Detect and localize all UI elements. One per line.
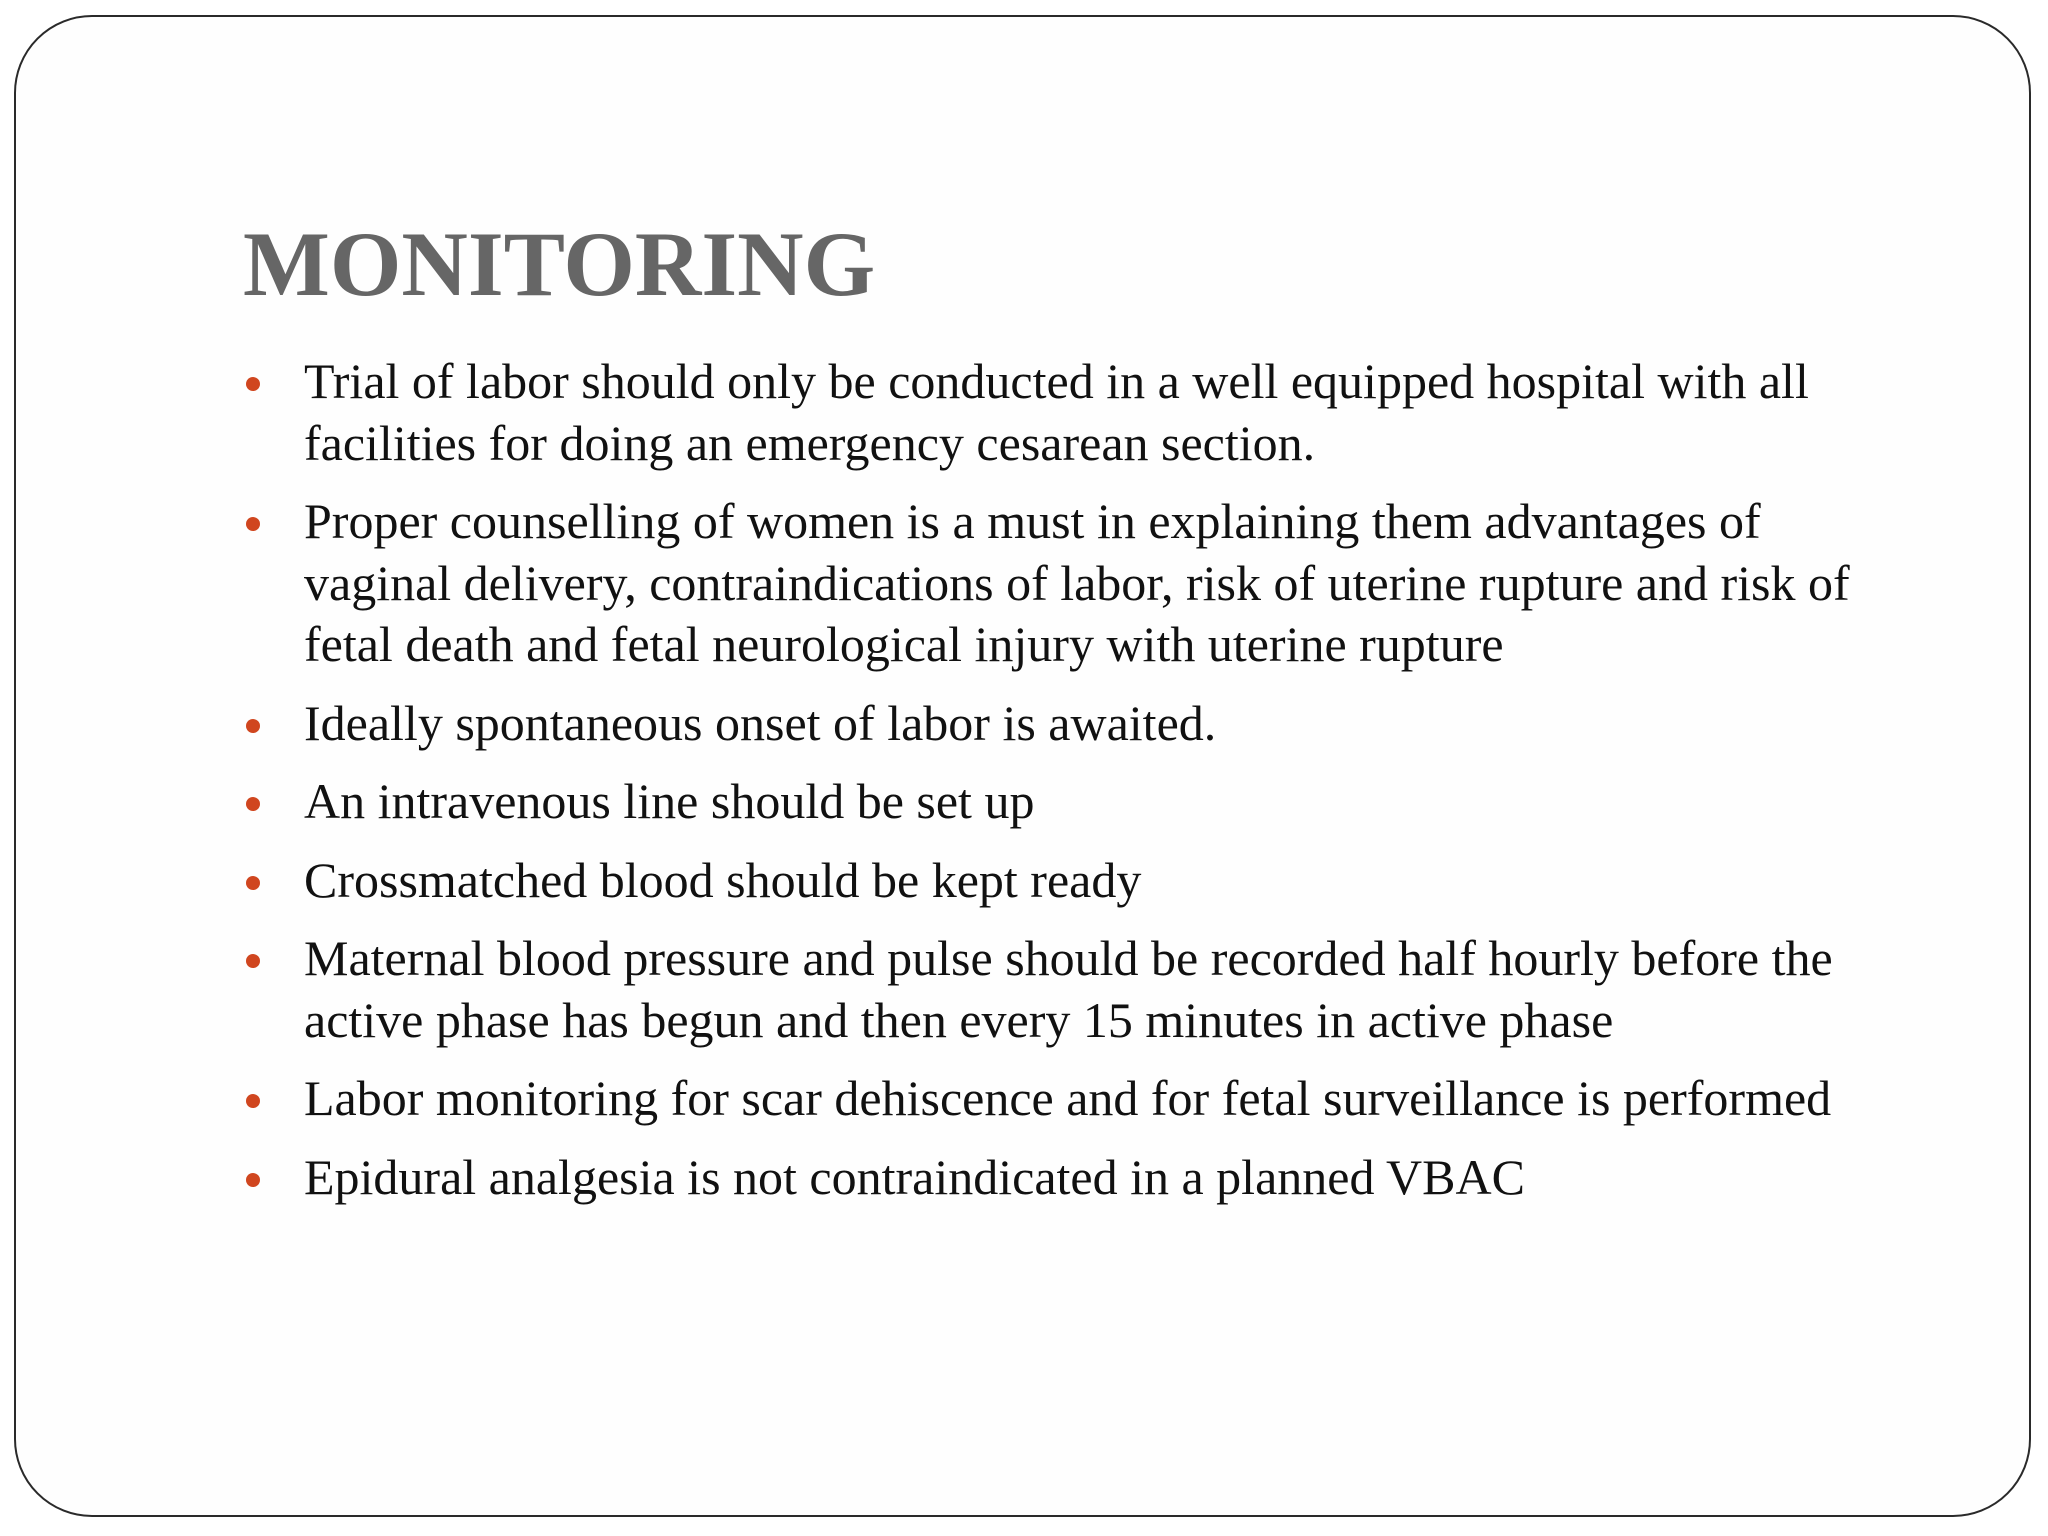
list-item: [243, 1147, 1913, 1209]
list-item: [243, 771, 1913, 833]
bullet-text: An intravenous line should be set up: [304, 773, 1035, 829]
bullet-text: Labor monitoring for scar dehiscence and for fetal surveillance is performed: [304, 1070, 1832, 1126]
bullet-text: Ideally spontaneous onset of labor is awaited.: [304, 694, 1217, 751]
slide-title: MONITORING: [243, 213, 876, 315]
bullet-dot-icon: [246, 797, 260, 811]
bullet-text: Proper counselling of women is a must in explaining them advantages of vaginal delivery, contraindications of labor, risk of uterine rupture and risk of fetal death and fetal neurological injury with uterine rupture: [304, 493, 1850, 672]
list-item: [243, 1068, 1913, 1130]
bullet-list: [243, 351, 1913, 1225]
bullet-dot-icon: [246, 954, 260, 968]
bullet-text: Trial of labor should only be conducted in a well equipped hospital with all facilities for doing an emergency cesarean section.: [304, 353, 1809, 471]
bullet-text: Crossmatched blood should be kept ready: [304, 851, 1142, 908]
list-item: [243, 928, 1913, 1051]
bullet-text: Epidural analgesia is not contraindicated in a planned VBAC: [304, 1148, 1525, 1205]
bullet-text: Maternal blood pressure and pulse should be recorded half hourly before the active phase has begun and then every 15 minutes in active phase: [304, 930, 1833, 1048]
bullet-dot-icon: [246, 1094, 260, 1108]
bullet-dot-icon: [246, 377, 260, 391]
list-item: [243, 850, 1913, 912]
slide-frame: [14, 15, 2031, 1517]
bullet-dot-icon: [246, 1173, 260, 1187]
bullet-dot-icon: [246, 876, 260, 890]
bullet-dot-icon: [246, 517, 260, 531]
bullet-dot-icon: [246, 719, 260, 733]
list-item: [243, 491, 1913, 676]
list-item: [243, 351, 1913, 474]
list-item: [243, 693, 1913, 755]
